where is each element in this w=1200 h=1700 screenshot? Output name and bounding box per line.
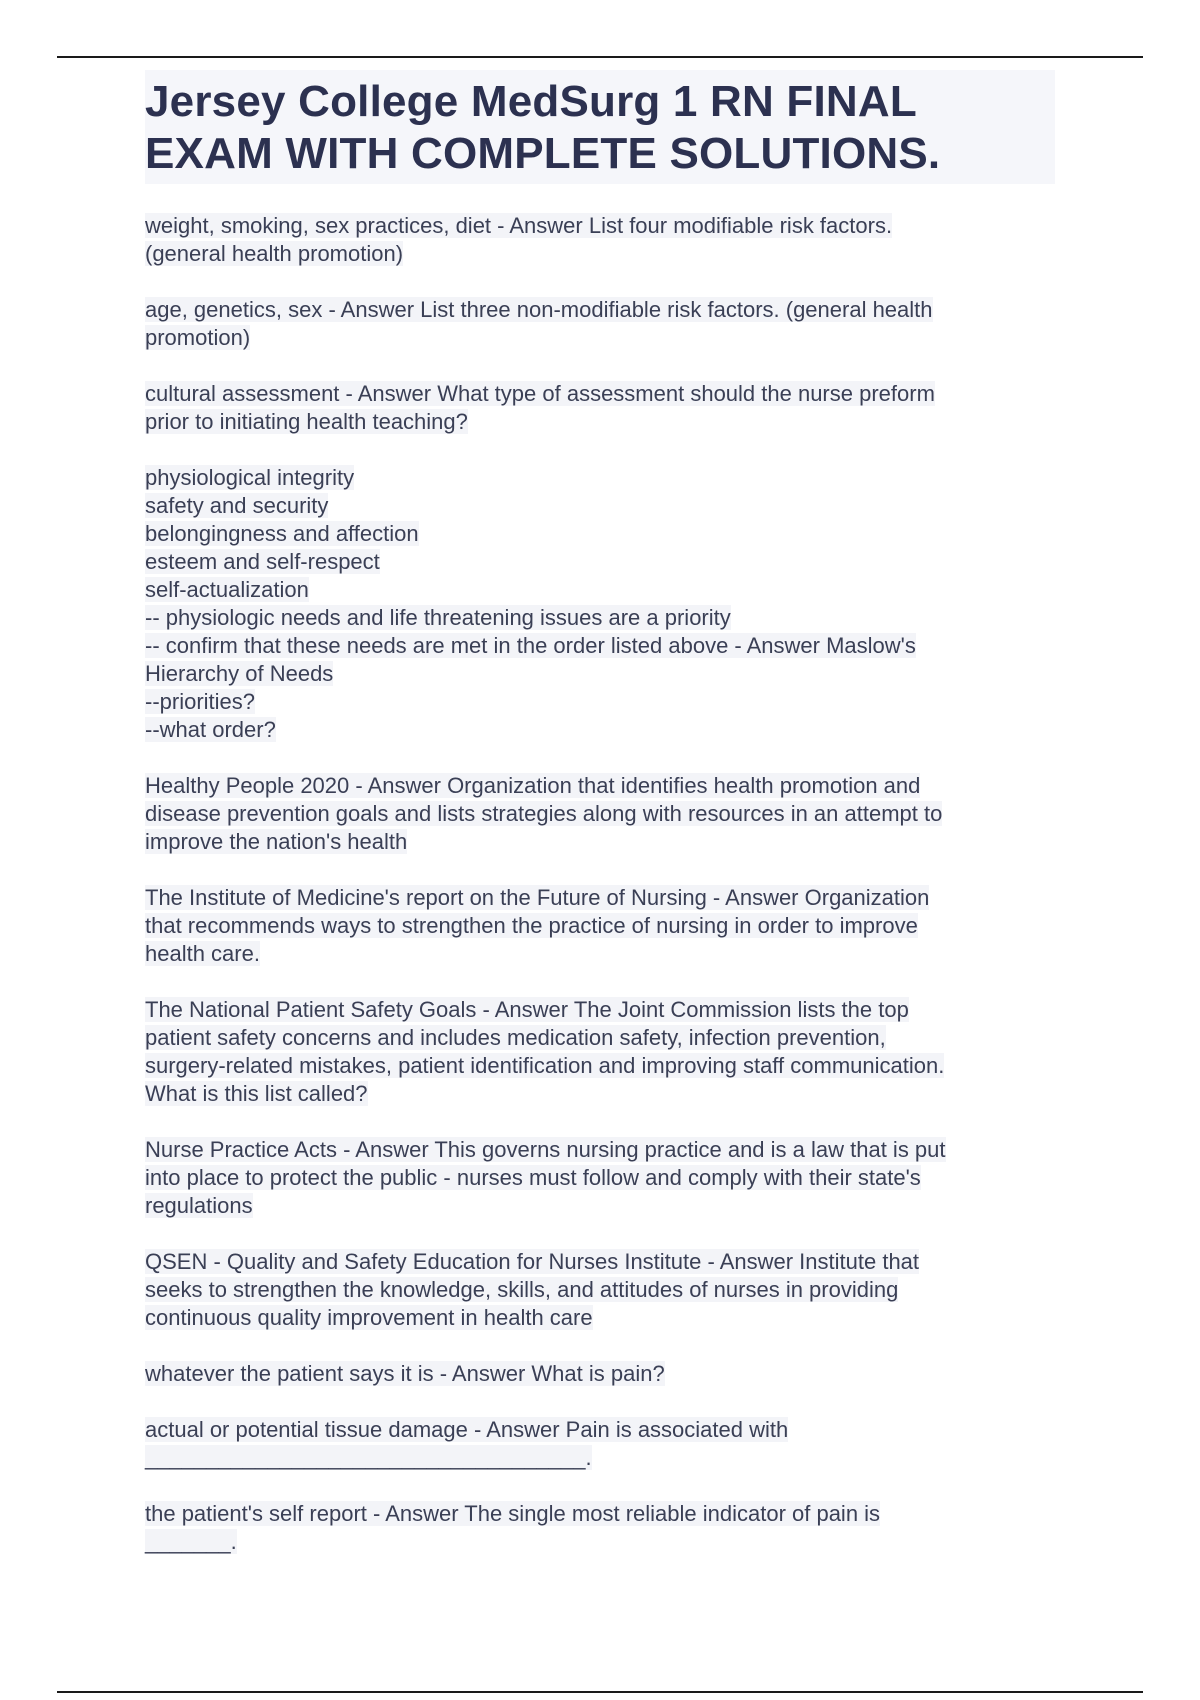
qa-line [145, 632, 1055, 660]
qa-line [145, 940, 1055, 968]
qa-line-text: What is this list called? [145, 1081, 368, 1106]
qa-line-text: health care. [145, 941, 260, 966]
qa-line [145, 828, 1055, 856]
document-title: Jersey College MedSurg 1 RN FINAL EXAM WITH COMPLETE SOLUTIONS. [145, 77, 941, 178]
qa-line-text: safety and security [145, 493, 329, 518]
qa-line-text: The Institute of Medicine's report on the Future of Nursing - Answer Organization [145, 885, 930, 910]
qa-line-text: esteem and self-respect [145, 549, 380, 574]
qa-line-text: self-actualization [145, 577, 309, 602]
qa-list [145, 212, 1055, 1556]
qa-line [145, 1500, 1055, 1528]
qa-line-text: belongingness and affection [145, 521, 419, 546]
qa-line-text: -- confirm that these needs are met in the order listed above - Answer Maslow's [145, 633, 916, 658]
qa-line-text: promotion) [145, 325, 251, 350]
qa-item [145, 380, 1055, 436]
qa-line [145, 1052, 1055, 1080]
qa-line [145, 1528, 1055, 1556]
qa-line-text: --what order? [145, 717, 276, 742]
qa-line [145, 240, 1055, 268]
qa-line-text: seeks to strengthen the knowledge, skills, and attitudes of nurses in providing [145, 1277, 899, 1302]
qa-line-text: the patient's self report - Answer The single most reliable indicator of pain is [145, 1501, 881, 1526]
qa-line-text: (general health promotion) [145, 241, 404, 266]
qa-line [145, 212, 1055, 240]
qa-line-text: The National Patient Safety Goals - Answer The Joint Commission lists the top [145, 997, 909, 1022]
qa-line [145, 296, 1055, 324]
bottom-rule [57, 1691, 1143, 1693]
qa-item [145, 464, 1055, 744]
qa-line [145, 1080, 1055, 1108]
qa-item [145, 1136, 1055, 1220]
qa-line-text: actual or potential tissue damage - Answer Pain is associated with [145, 1417, 789, 1442]
qa-line [145, 1360, 1055, 1388]
qa-line [145, 464, 1055, 492]
qa-line [145, 604, 1055, 632]
qa-line-text: age, genetics, sex - Answer List three non-modifiable risk factors. (general health [145, 297, 933, 322]
qa-line-text: Hierarchy of Needs [145, 661, 334, 686]
qa-line-text: Healthy People 2020 - Answer Organization that identifies health promotion and [145, 773, 921, 798]
qa-line-text: continuous quality improvement in health care [145, 1305, 593, 1330]
qa-item [145, 296, 1055, 352]
qa-line-text: surgery-related mistakes, patient identification and improving staff communication. [145, 1053, 945, 1078]
qa-line [145, 520, 1055, 548]
qa-line [145, 1024, 1055, 1052]
qa-item [145, 1500, 1055, 1556]
qa-item [145, 996, 1055, 1108]
qa-line-text: ____________________________________. [145, 1445, 592, 1470]
title-block [145, 70, 1055, 184]
qa-line-text: patient safety concerns and includes medication safety, infection prevention, [145, 1025, 886, 1050]
qa-line-text: cultural assessment - Answer What type of assessment should the nurse preform [145, 381, 935, 406]
qa-line [145, 576, 1055, 604]
qa-line-text: disease prevention goals and lists strategies along with resources in an attempt to [145, 801, 943, 826]
qa-line-text: that recommends ways to strengthen the practice of nursing in order to improve [145, 913, 918, 938]
qa-line [145, 1444, 1055, 1472]
qa-line [145, 996, 1055, 1024]
qa-line [145, 772, 1055, 800]
qa-line-text: --priorities? [145, 689, 256, 714]
qa-line [145, 800, 1055, 828]
qa-line-text: weight, smoking, sex practices, diet - Answer List four modifiable risk factors. [145, 213, 893, 238]
qa-line [145, 1304, 1055, 1332]
qa-line [145, 324, 1055, 352]
qa-line-text: -- physiologic needs and life threatening issues are a priority [145, 605, 731, 630]
qa-line [145, 492, 1055, 520]
qa-line [145, 1416, 1055, 1444]
qa-item [145, 1248, 1055, 1332]
qa-line [145, 380, 1055, 408]
qa-line-text: Nurse Practice Acts - Answer This governs nursing practice and is a law that is put [145, 1137, 946, 1162]
qa-item [145, 1416, 1055, 1472]
qa-line [145, 688, 1055, 716]
qa-item [145, 212, 1055, 268]
top-rule [57, 56, 1143, 58]
qa-line-text: regulations [145, 1193, 253, 1218]
qa-line [145, 660, 1055, 688]
qa-line [145, 1164, 1055, 1192]
document-body [145, 70, 1055, 1584]
qa-line [145, 884, 1055, 912]
qa-item [145, 772, 1055, 856]
qa-line-text: QSEN - Quality and Safety Education for Nurses Institute - Answer Institute that [145, 1249, 920, 1274]
qa-line [145, 912, 1055, 940]
qa-line [145, 1192, 1055, 1220]
qa-line [145, 1276, 1055, 1304]
qa-item [145, 1360, 1055, 1388]
qa-item [145, 884, 1055, 968]
qa-line-text: whatever the patient says it is - Answer What is pain? [145, 1361, 665, 1386]
qa-line [145, 408, 1055, 436]
qa-line-text: _______. [145, 1529, 237, 1554]
qa-line [145, 548, 1055, 576]
qa-line-text: physiological integrity [145, 465, 355, 490]
qa-line-text: into place to protect the public - nurses must follow and comply with their state's [145, 1165, 921, 1190]
qa-line [145, 1248, 1055, 1276]
qa-line-text: prior to initiating health teaching? [145, 409, 468, 434]
qa-line [145, 716, 1055, 744]
qa-line [145, 1136, 1055, 1164]
qa-line-text: improve the nation's health [145, 829, 408, 854]
